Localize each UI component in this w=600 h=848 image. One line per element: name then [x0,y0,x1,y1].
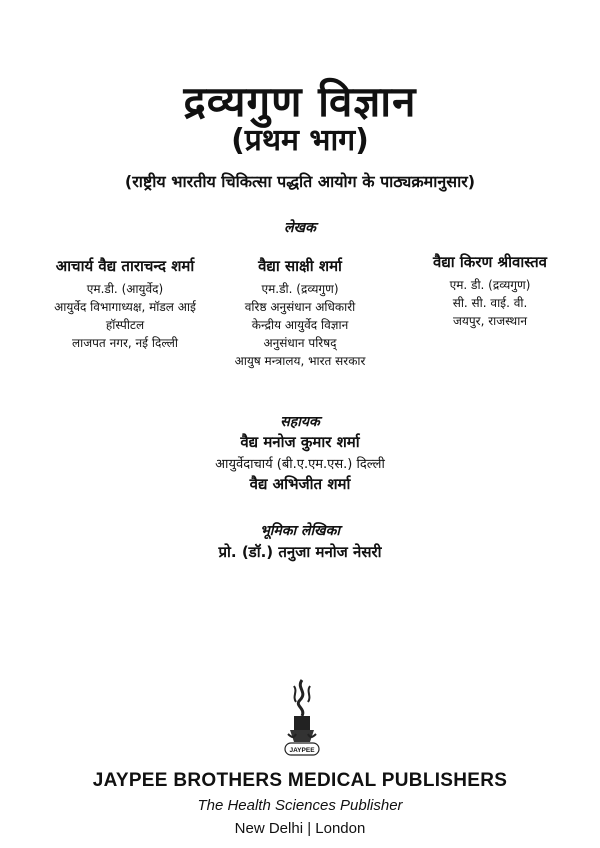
assistant-qualification: आयुर्वेदाचार्य (बी.ए.एम.एस.) दिल्ली [215,457,385,472]
publisher-name: JAYPEE BROTHERS MEDICAL PUBLISHERS [92,770,508,791]
author-name: आचार्य वैद्य ताराचन्द शर्मा [55,257,195,275]
authors-label: लेखक [284,220,316,236]
logo-text: JAYPEE [289,747,315,754]
author-detail-line: लाजपत नगर, नई दिल्ली [71,336,179,350]
author-name: वैद्या किरण श्रीवास्तव [433,253,547,271]
assistant-name: वैद्य अभिजीत शर्मा [249,475,351,493]
jaypee-logo [282,676,322,760]
author-name: वैद्या साक्षी शर्मा [258,257,342,275]
author-detail-line: एम. डी. (द्रव्यगुण) [449,278,531,292]
author-detail-line: एम.डी. (आयुर्वेद) [86,282,164,296]
author-detail-line: केन्द्रीय आयुर्वेद विज्ञान [251,318,349,332]
assistant-name: वैद्य मनोज कुमार शर्मा [240,433,360,451]
author-detail-line: एम.डी. (द्रव्यगुण) [261,282,339,296]
author-detail-line: अनुसंधान परिषद् [263,336,337,350]
author-card [400,252,580,330]
author-detail-line: आयुष मन्त्रालय, भारत सरकार [234,354,366,368]
author-card [20,256,230,352]
assistant-label: सहायक [280,414,320,430]
publisher-cities: New Delhi | London [234,820,366,837]
author-detail-line: हॉस्पीटल [105,318,145,332]
book-title: द्रव्यगुण विज्ञान [183,77,417,126]
foreword-author: प्रो. (डॉ.) तनुजा मनोज नेसरी [218,543,382,561]
publisher-tagline: The Health Sciences Publisher [197,797,403,814]
syllabus-note: (राष्ट्रीय भारतीय चिकित्सा पद्धति आयोग के पाठ्यक्रमानुसार) [124,172,476,191]
author-detail-line: सी. सी. वाई. वी. [452,296,528,310]
author-detail-line: वरिष्ठ अनुसंधान अधिकारी [244,300,356,314]
book-subtitle: (प्रथम भाग) [231,123,369,158]
foreword-label: भूमिका लेखिका [259,523,341,539]
author-detail-line: आयुर्वेद विभागाध्यक्ष, मॉडल आई [54,300,196,314]
author-card [210,256,390,370]
author-detail-line: जयपुर, राजस्थान [452,314,527,328]
